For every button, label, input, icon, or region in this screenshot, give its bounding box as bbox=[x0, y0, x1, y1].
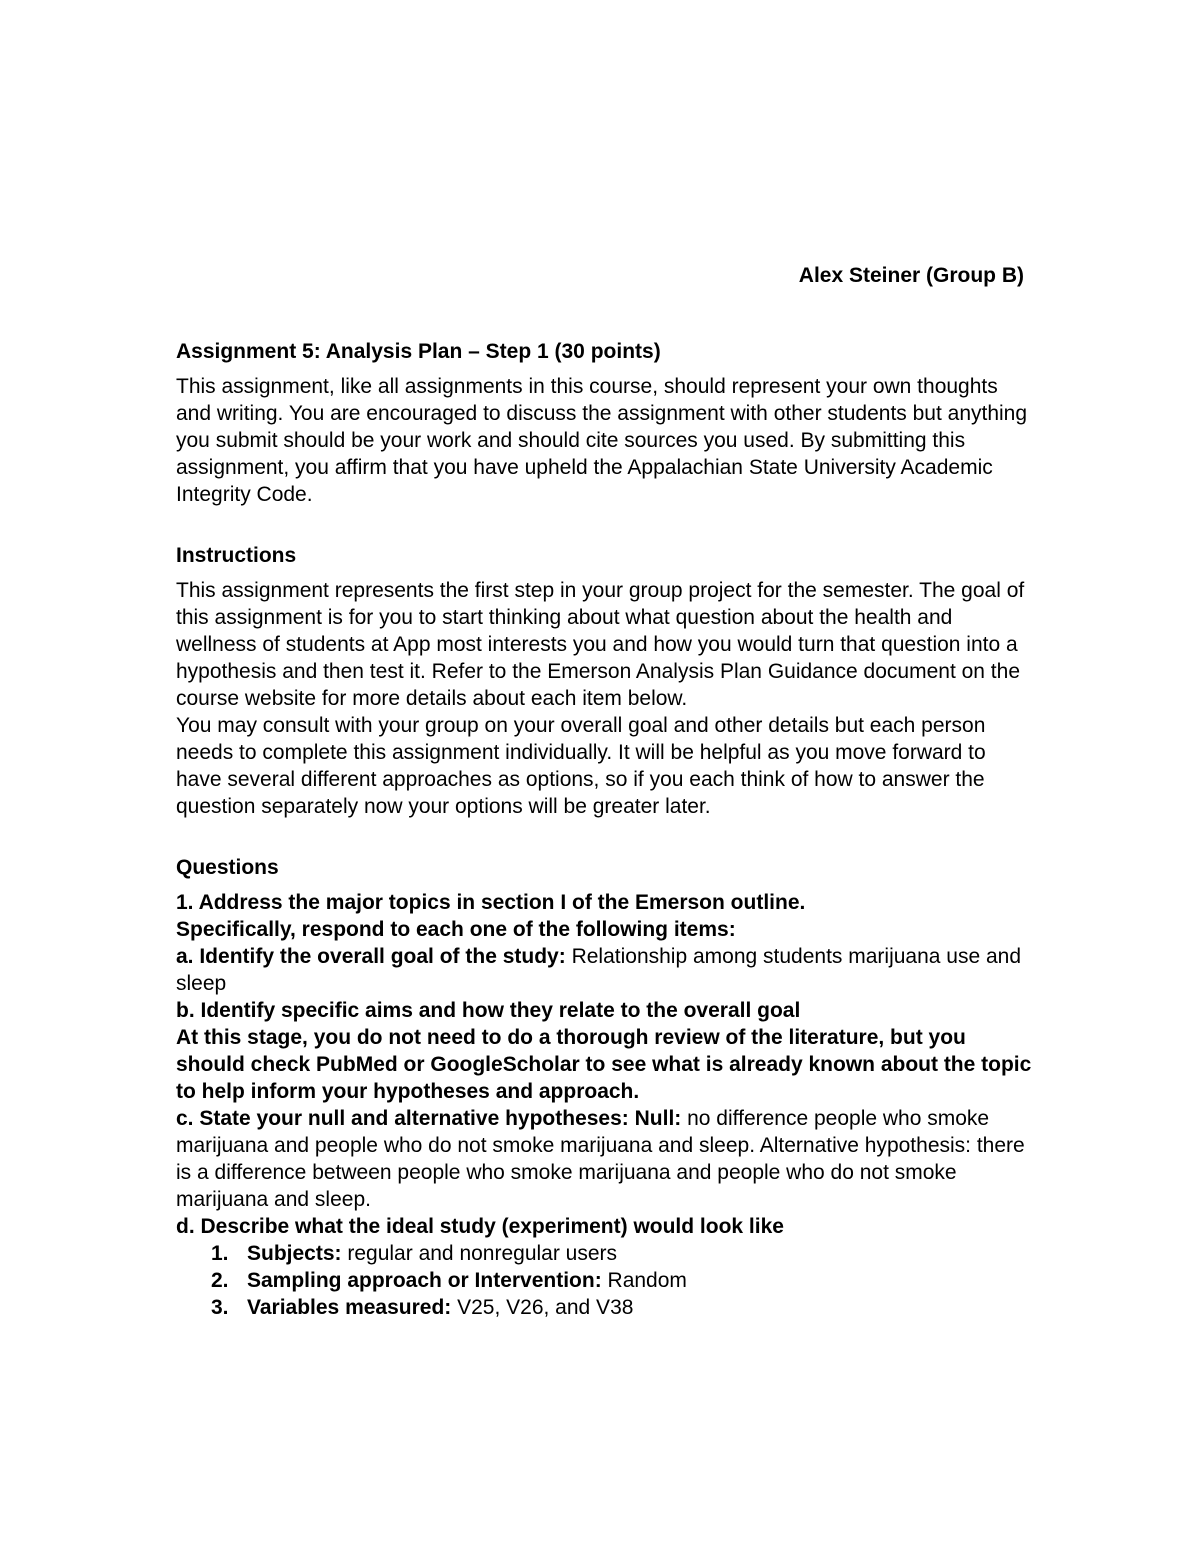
assignment-body: This assignment, like all assignments in this course, should represent your own thoughts and writing. You are encouraged to discuss the assignment with other students but anything you submit should be your work and should cite sources you used. By submitting this assignment, you affirm that you have upheld the Appalachian State University Academic Integrity Code. bbox=[176, 375, 1028, 506]
question-1-line-2: Specifically, respond to each one of the following items: bbox=[176, 918, 736, 941]
item-a-answer: Relationship among students marijuana use and sleep bbox=[176, 945, 1022, 995]
item-c-label: c. State your null and alternative hypotheses: Null: bbox=[176, 1107, 682, 1130]
list-item bbox=[211, 1294, 1036, 1321]
item-b-label: b. Identify specific aims and how they relate to the overall goal bbox=[176, 999, 801, 1022]
list-item-answer: V25, V26, and V38 bbox=[451, 1296, 634, 1319]
questions-heading: Questions bbox=[176, 856, 279, 879]
assignment-title: Assignment 5: Analysis Plan – Step 1 (30 points) bbox=[176, 340, 661, 363]
instructions-paragraph-2: You may consult with your group on your overall goal and other details but each person needs to complete this assignment individually. It will be helpful as you move forward to have several different approaches as options, so if you each think of how to answer the question separately now your options will be greater later. bbox=[176, 714, 986, 818]
list-item-label: Subjects: bbox=[247, 1242, 342, 1265]
item-b-note: At this stage, you do not need to do a thorough review of the literature, but you should check PubMed or GoogleScholar to see what is already known about the topic to help inform your hypotheses and approach. bbox=[176, 1026, 1032, 1103]
list-item-answer: regular and nonregular users bbox=[341, 1242, 618, 1265]
list-item-label: Sampling approach or Intervention: bbox=[247, 1269, 602, 1292]
list-number: 3. bbox=[211, 1296, 229, 1319]
list-item bbox=[211, 1240, 1036, 1267]
document-page bbox=[176, 262, 1036, 1321]
instructions-heading: Instructions bbox=[176, 544, 297, 567]
author-name: Alex Steiner (Group B) bbox=[798, 264, 1024, 287]
list-number: 2. bbox=[211, 1269, 229, 1292]
list-item bbox=[211, 1267, 1036, 1294]
list-item-answer: Random bbox=[601, 1269, 687, 1292]
instructions-paragraph-1: This assignment represents the first step in your group project for the semester. The goal of this assignment is for you to start thinking about what question about the health and wellness of students at App most interests you and how you would turn that question into a hypothesis and then test it. Refer to the Emerson Analysis Plan Guidance document on the course website for more details about each item below. bbox=[176, 579, 1025, 710]
list-item-label: Variables measured: bbox=[247, 1296, 452, 1319]
item-a-label: a. Identify the overall goal of the study: bbox=[176, 945, 566, 968]
item-d-label: d. Describe what the ideal study (experiment) would look like bbox=[176, 1215, 784, 1238]
question-1-line-1: 1. Address the major topics in section I of the Emerson outline. bbox=[176, 891, 806, 914]
item-a bbox=[176, 943, 1036, 997]
study-design-list bbox=[176, 1240, 1036, 1321]
item-c bbox=[176, 1105, 1036, 1213]
item-c-answer: no difference people who smoke marijuana and people who do not smoke marijuana and sleep. Alternative hypothesis: there is a difference between people who smoke marijuana and people who do not smoke marijuana and sleep. bbox=[176, 1107, 1025, 1211]
list-number: 1. bbox=[211, 1242, 229, 1265]
